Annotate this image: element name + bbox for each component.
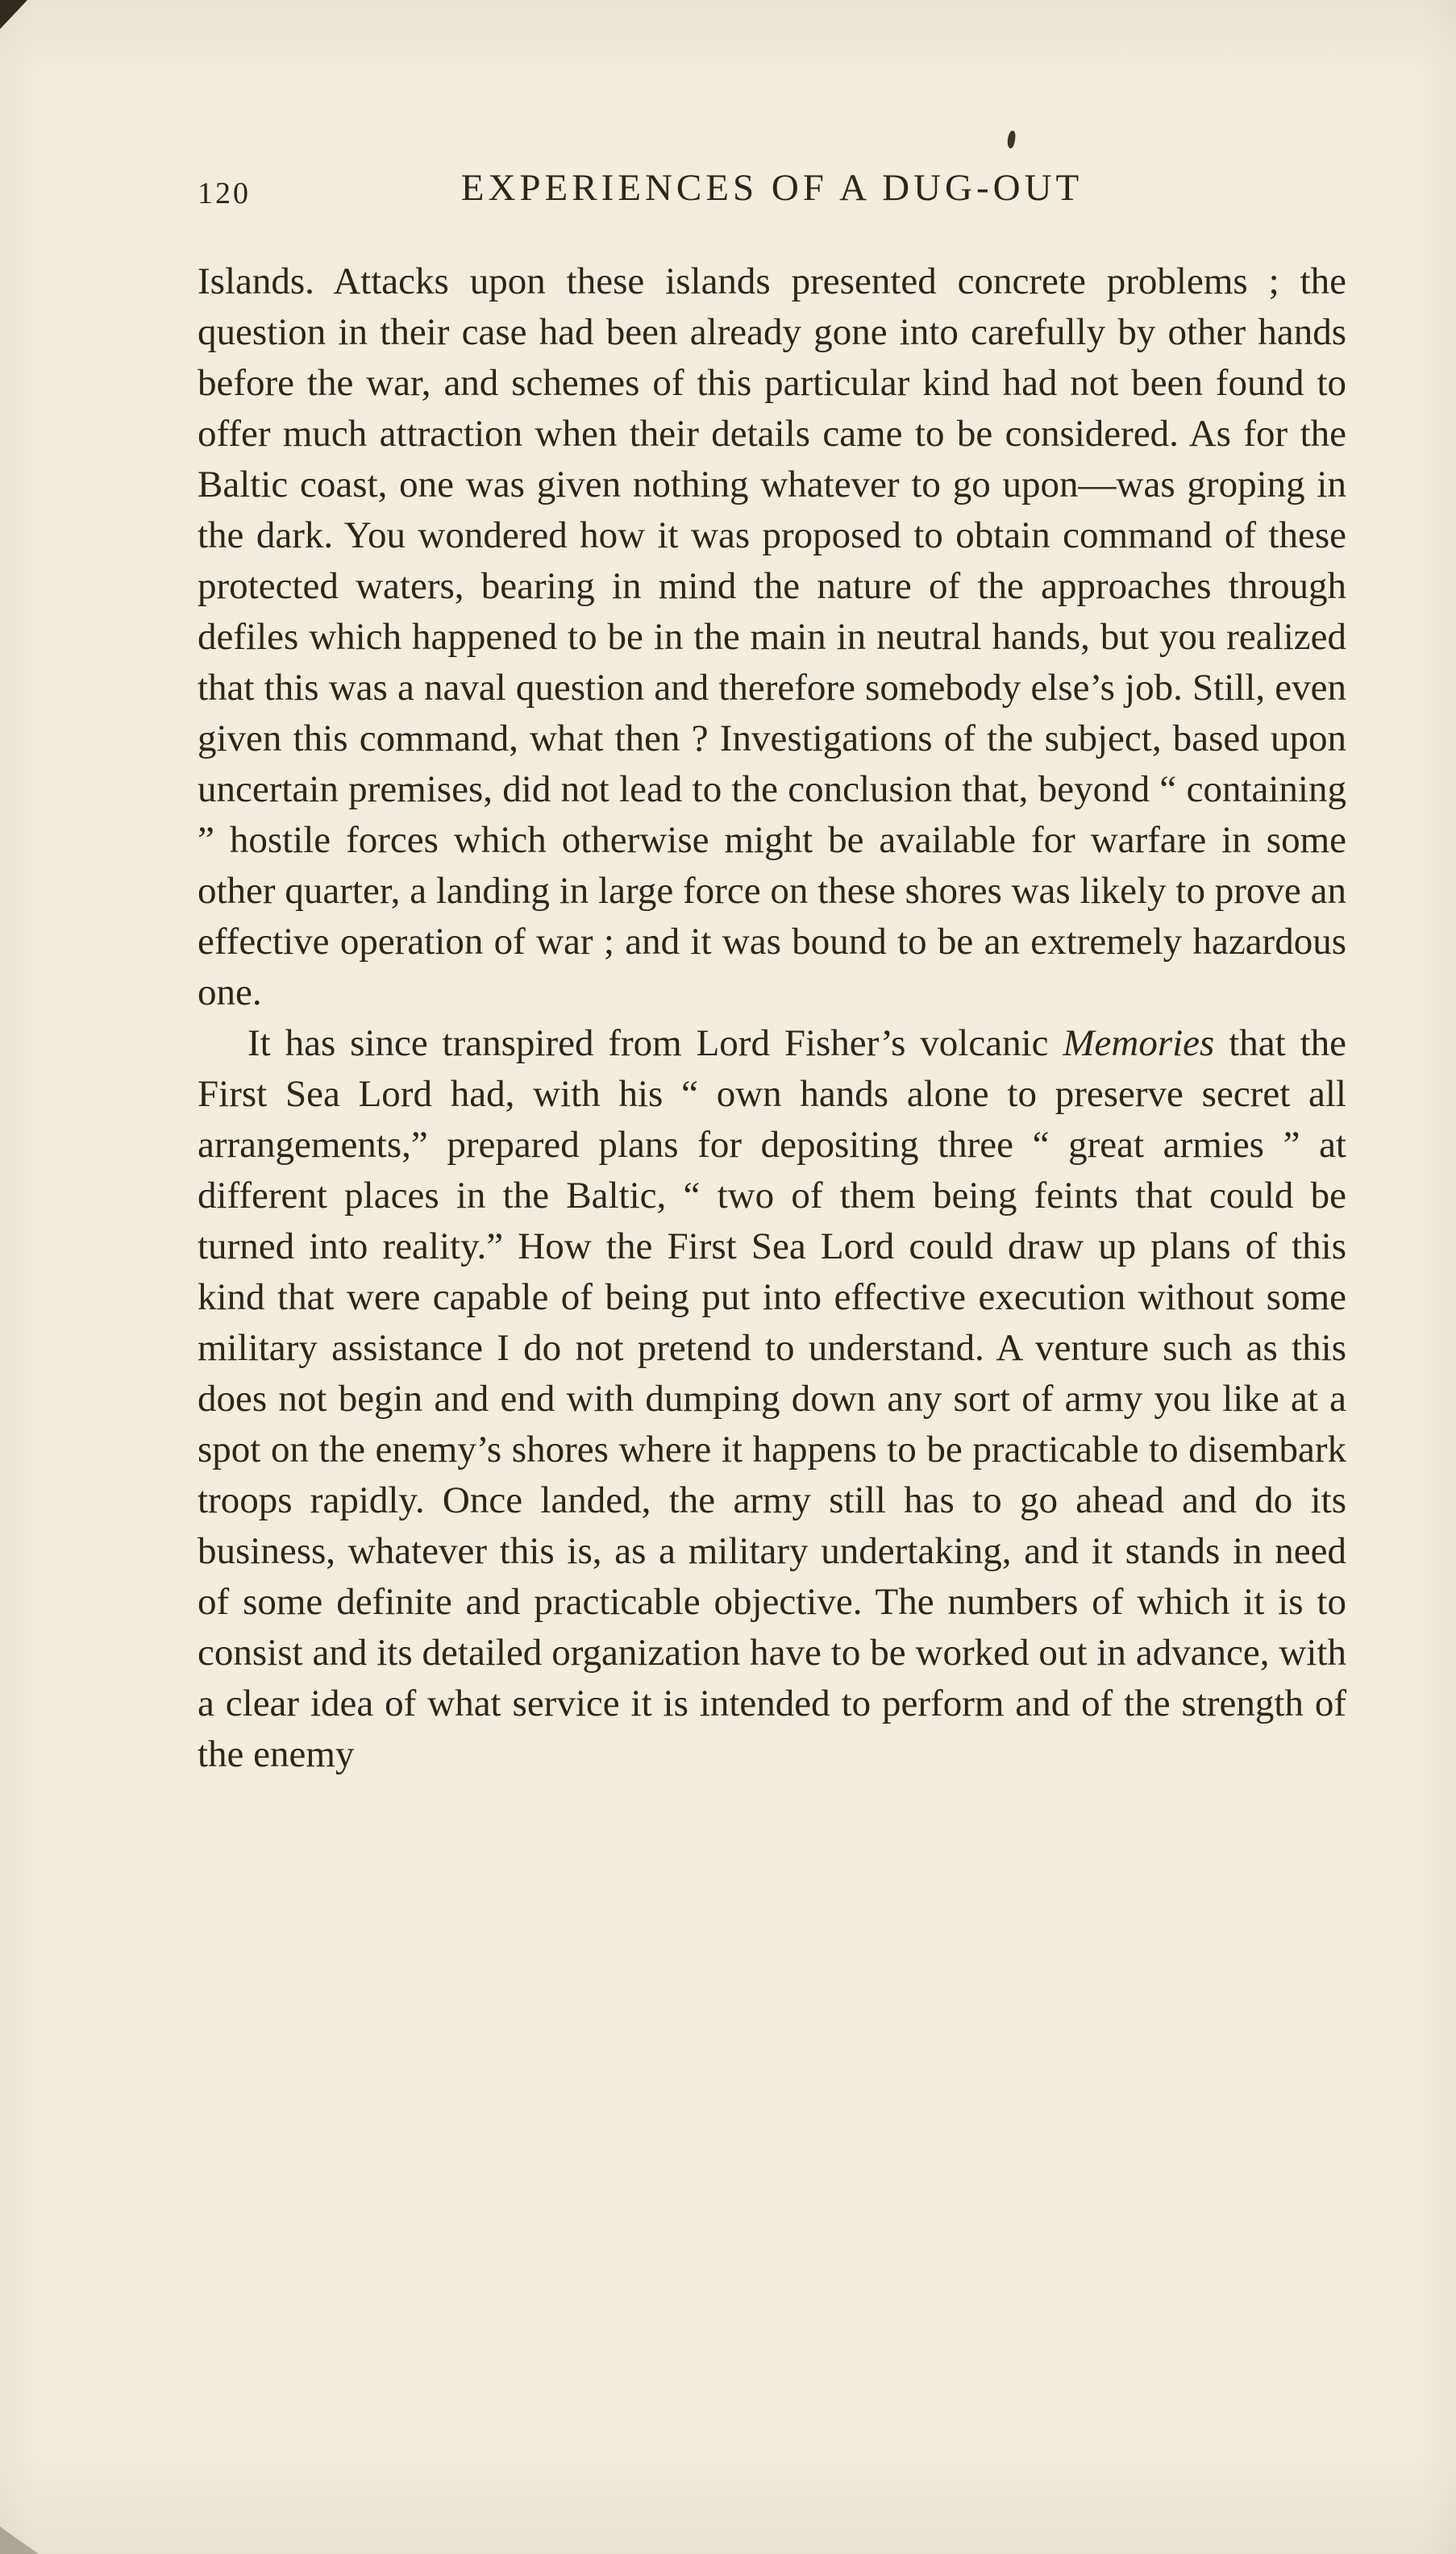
scan-artifact-bottom-left <box>0 2527 39 2554</box>
scan-speck <box>1006 130 1017 148</box>
text-segment: It has since transpired from Lord Fisher’s volcanic <box>248 1022 1063 1064</box>
text-segment: that the First Sea Lord had, with his “ own hands alone to preserve secret all arrangements,” prepared plans for depositing three “ great armies ” at different places in the Baltic, “ two of them being feints that could be turned into reality.” How the First Sea Lord could draw up plans of this kind that were capable of being put into effective execution without some military assistance I do not pretend to understand. A venture such as this does not begin and end with dumping down any sort of army you like at a spot on the enemy’s shores where it happens to be practicable to disembark troops rapidly. Once landed, the army still has to go ahead and do its business, whatever this is, as a military undertaking, and it stands in need of some definite and practicable objective. The numbers of which it is to consist and its detailed organization have to be worked out in advance, with a clear idea of what service it is intended to perform and of the strength of the enemy <box>198 1022 1346 1775</box>
text-segment: Islands. Attacks upon these islands presented concrete problems ; the question in their case had been already gone into carefully by other hands before the war, and schemes of this particular kind had not been found to offer much attraction when their details came to be considered. As for the Baltic coast, one was given nothing whatever to go upon—was groping in the dark. You wondered how it was proposed to obtain command of these protected waters, bearing in mind the nature of the approaches through defiles which happened to be in the main in neutral hands, but you realized that this was a naval question and therefore somebody else’s job. Still, even given this command, what then ? Investigations of the subject, based upon uncertain premises, did not lead to the conclusion that, beyond “ containing ” hostile forces which otherwise might be available for warfare in some other quarter, a landing in large force on these shores was likely to prove an effective operation of war ; and it was bound to be an extremely hazardous one. <box>198 260 1346 1013</box>
running-title: EXPERIENCES OF A DUG-OUT <box>460 167 1084 209</box>
paragraph <box>198 1018 1346 1780</box>
italic-text-segment: Memories <box>1063 1022 1215 1064</box>
scan-artifact-top-left <box>0 0 27 29</box>
page-header <box>198 166 1346 210</box>
page-number: 120 <box>198 177 251 210</box>
paragraph <box>198 256 1346 1018</box>
text-block <box>198 256 1346 1780</box>
